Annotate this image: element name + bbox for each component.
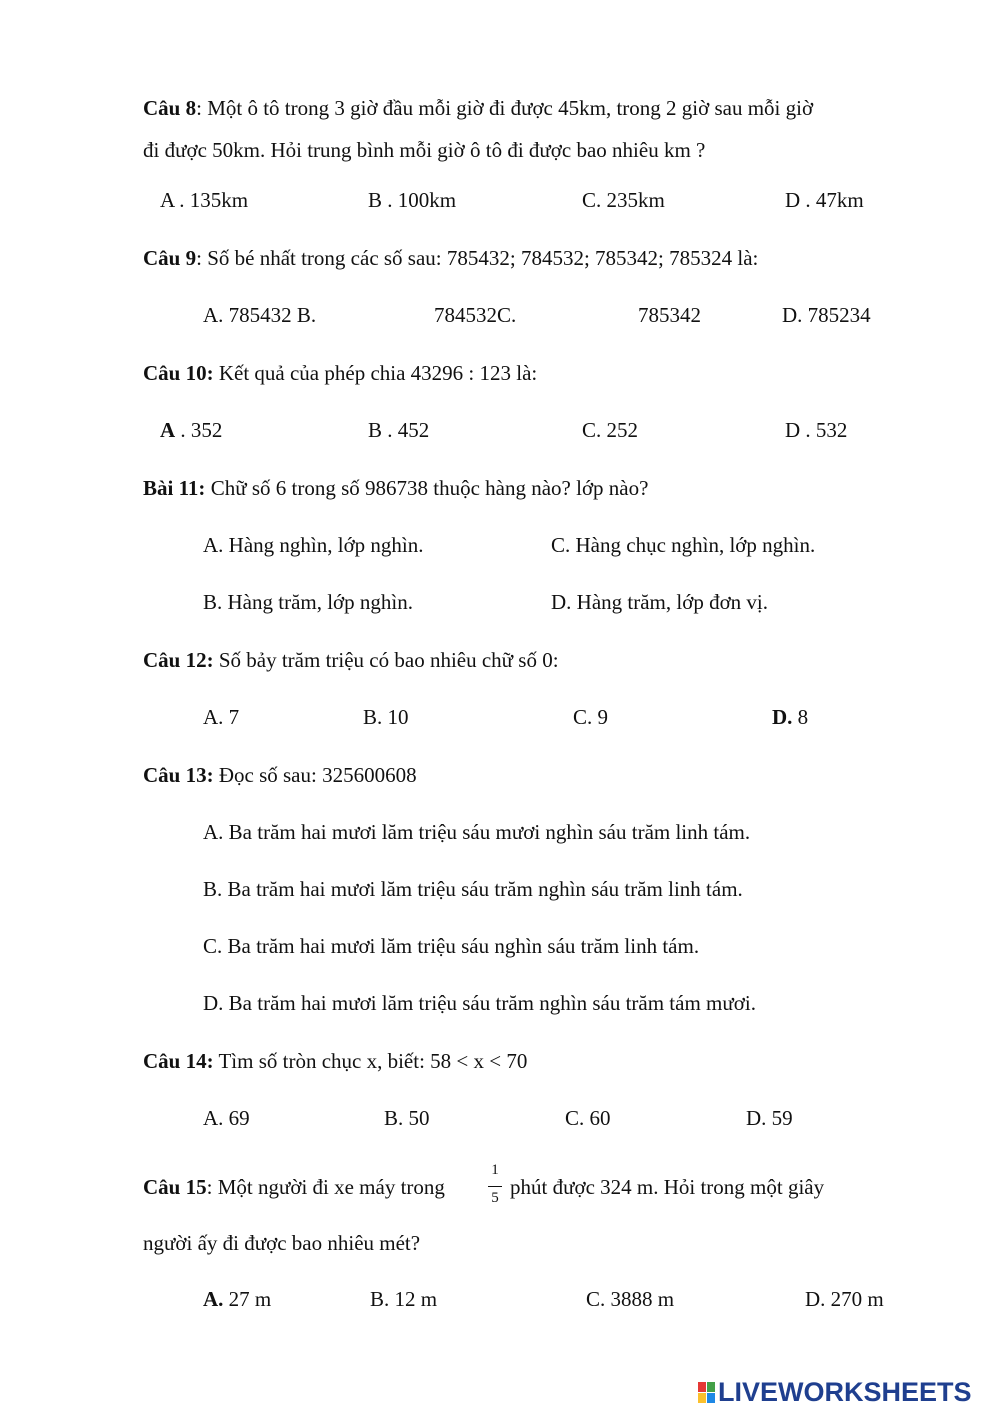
q10-question [143, 363, 537, 384]
q11-option-a: A. Hàng nghìn, lớp nghìn. [203, 533, 424, 557]
mark-square-blue [707, 1393, 715, 1403]
q12-label: Câu 12: [143, 648, 214, 672]
q15-option-d: D. 270 m [805, 1287, 884, 1311]
q12-question [143, 650, 559, 671]
q15-option-a-value: 27 m [223, 1287, 272, 1311]
q13-option-d: D. Ba trăm hai mươi lăm triệu sáu trăm nghìn sáu trăm tám mươi. [203, 991, 756, 1015]
q15-option-c: C. 3888 m [586, 1287, 675, 1311]
q9-option-d: D. 785234 [782, 303, 871, 327]
q8-option-a: A . 135km [160, 188, 249, 212]
q10-option-a [160, 420, 222, 441]
q11-option-c: C. Hàng chục nghìn, lớp nghìn. [551, 533, 816, 557]
q13-label: Câu 13: [143, 763, 214, 787]
q14-option-b: B. 50 [384, 1106, 430, 1130]
q15-text-after: phút được 324 m. Hỏi trong một giây [510, 1175, 825, 1199]
q12-option-b: B. 10 [363, 705, 409, 729]
q9-text: : Số bé nhất trong các số sau: 785432; 784532; 785342; 785324 là: [196, 246, 759, 270]
q8-line1 [143, 98, 813, 119]
liveworksheets-logo [698, 1376, 972, 1407]
q13-option-c: C. Ba trăm hai mươi lăm triệu sáu nghìn sáu trăm linh tám. [203, 934, 700, 958]
q8-option-d: D . 47km [785, 188, 864, 212]
q12-option-a: A. 7 [203, 705, 240, 729]
q15-question-line2: người ấy đi được bao nhiêu mét? [143, 1231, 421, 1255]
q11-option-b: B. Hàng trăm, lớp nghìn. [203, 590, 413, 614]
q14-option-d: D. 59 [746, 1106, 793, 1130]
q13-option-a: A. Ba trăm hai mươi lăm triệu sáu mươi nghìn sáu trăm linh tám. [203, 820, 751, 844]
q12-option-d-letter: D. [772, 705, 793, 729]
q10-option-d: D . 532 [785, 418, 848, 442]
q14-option-c: C. 60 [565, 1106, 611, 1130]
q12-option-d-value: 8 [792, 705, 809, 729]
q13-option-b: B. Ba trăm hai mươi lăm triệu sáu trăm nghìn sáu trăm linh tám. [203, 877, 743, 901]
q11-text: Chữ số 6 trong số 986738 thuộc hàng nào? lớp nào? [205, 476, 649, 500]
q12-option-d [772, 707, 808, 728]
q14-text: Tìm số tròn chục x, biết: 58 < x < 70 [213, 1049, 528, 1073]
q15-label: Câu 15 [143, 1175, 207, 1199]
q11-label: Bài 11: [143, 476, 206, 500]
q15-option-b: B. 12 m [370, 1287, 438, 1311]
q15-fraction-denominator: 5 [491, 1190, 499, 1206]
q15-option-a-letter: A. [203, 1287, 224, 1311]
mark-square-yellow [698, 1393, 706, 1403]
q8-line2: đi được 50km. Hỏi trung bình mỗi giờ ô tô đi được bao nhiêu km ? [143, 138, 706, 162]
q9-question [143, 248, 758, 269]
q15-option-a [203, 1289, 271, 1310]
q10-label: Câu 10: [143, 361, 214, 385]
q15-question-line1 [143, 1177, 445, 1198]
q8-option-b: B . 100km [368, 188, 457, 212]
liveworksheets-mark-icon [698, 1382, 715, 1403]
q9-option-c: 785342 [638, 303, 701, 327]
q10-text: Kết quả của phép chia 43296 : 123 là: [213, 361, 538, 385]
q10-option-a-letter: A [160, 418, 176, 442]
q11-option-d: D. Hàng trăm, lớp đơn vị. [551, 590, 769, 614]
q8-text: : Một ô tô trong 3 giờ đầu mỗi giờ đi được 45km, trong 2 giờ sau mỗi giờ [196, 96, 814, 120]
q8-option-c: C. 235km [582, 188, 665, 212]
q13-text: Đọc số sau: 325600608 [213, 763, 417, 787]
q12-text: Số bảy trăm triệu có bao nhiêu chữ số 0: [213, 648, 559, 672]
q10-option-c: C. 252 [582, 418, 639, 442]
q10-option-b: B . 452 [368, 418, 430, 442]
q14-label: Câu 14: [143, 1049, 214, 1073]
q14-option-a: A. 69 [203, 1106, 250, 1130]
q15-fraction [488, 1163, 502, 1209]
q13-question [143, 765, 417, 786]
q12-option-c: C. 9 [573, 705, 609, 729]
q9-option-b: 784532C. [434, 303, 517, 327]
q9-option-a: A. 785432 B. [203, 303, 317, 327]
q15-fraction-bar [488, 1186, 502, 1187]
q9-label: Câu 9 [143, 246, 197, 270]
mark-square-green [707, 1382, 715, 1392]
q14-question [143, 1051, 527, 1072]
q10-option-a-value: . 352 [175, 418, 223, 442]
mark-square-red [698, 1382, 706, 1392]
q15-fraction-numerator: 1 [491, 1162, 499, 1178]
q8-label: Câu 8 [143, 96, 197, 120]
q11-question [143, 478, 648, 499]
q15-text-before: : Một người đi xe máy trong [206, 1175, 445, 1199]
liveworksheets-wordmark: LIVEWORKSHEETS [718, 1376, 972, 1407]
